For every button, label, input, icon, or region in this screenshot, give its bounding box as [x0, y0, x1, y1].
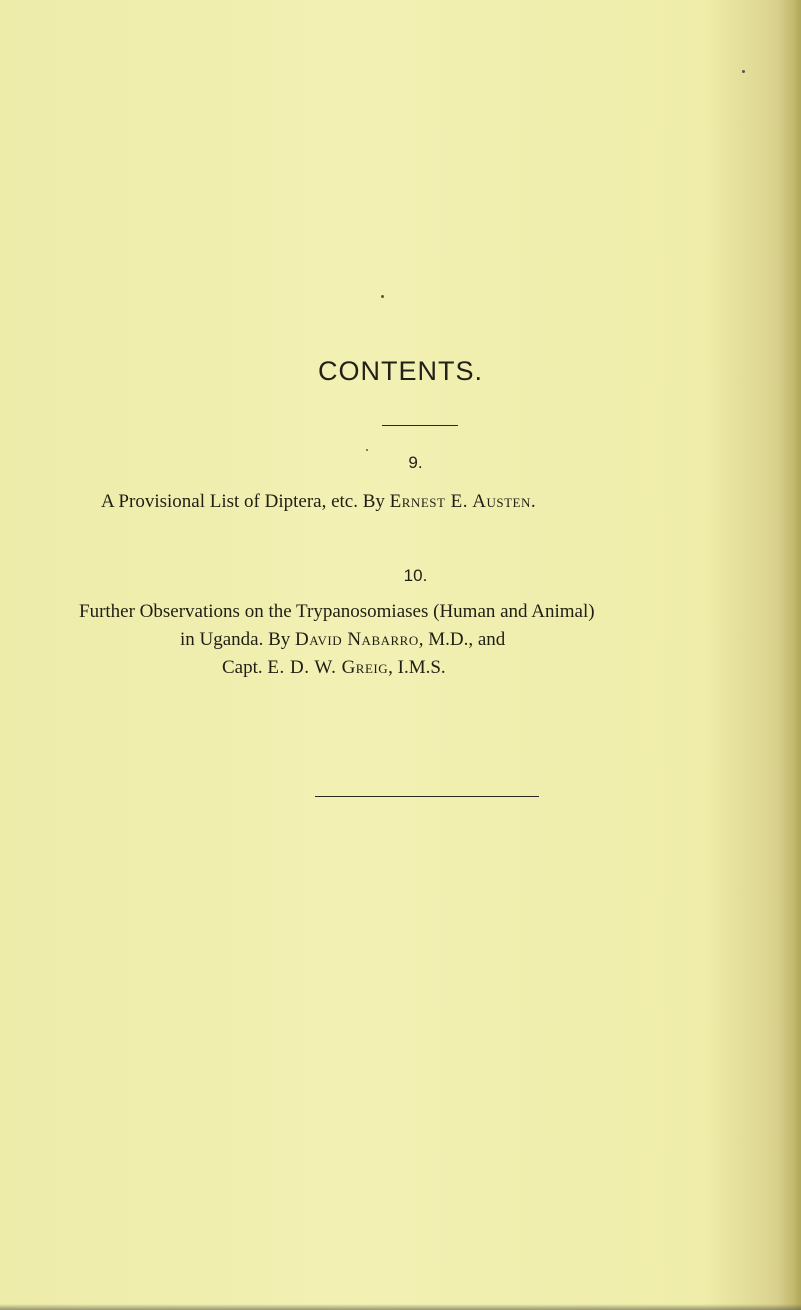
page-bottom-edge — [0, 1304, 801, 1310]
entry-10-author-1: David Nabarro — [295, 629, 419, 650]
contents-heading: CONTENTS. — [317, 356, 483, 386]
entry-10-line-1 — [79, 601, 595, 623]
entry-10-line-2 — [180, 629, 505, 651]
entry-9-author: Ernest E. Austen. — [389, 491, 537, 512]
entry-10-title-part-1: Further Observations on the Trypanosomiases (Human and Animal) — [79, 601, 595, 622]
closing-rule — [315, 796, 539, 797]
entry-10-author-2: E. D. W. Greig — [267, 657, 389, 678]
heading-rule — [382, 425, 458, 426]
paper-speck — [366, 449, 368, 451]
entry-10-author-1-credentials: , M.D., and — [418, 629, 506, 650]
entry-9-line-1 — [101, 491, 536, 513]
entry-10-title-part-2: in Uganda. By — [180, 629, 296, 650]
entry-9-title: A Provisional List of Diptera, etc. By — [101, 491, 390, 512]
entry-number-10: 10. — [403, 566, 428, 585]
entry-10-author-2-credentials: , I.M.S. — [388, 657, 446, 678]
paper-speck — [742, 70, 745, 73]
entry-10-author-2-prefix: Capt. — [222, 657, 268, 678]
page-edge-shadow — [779, 0, 801, 1310]
paper-speck — [381, 295, 384, 298]
entry-number-9: 9. — [408, 453, 423, 472]
entry-10-line-3 — [222, 657, 446, 679]
